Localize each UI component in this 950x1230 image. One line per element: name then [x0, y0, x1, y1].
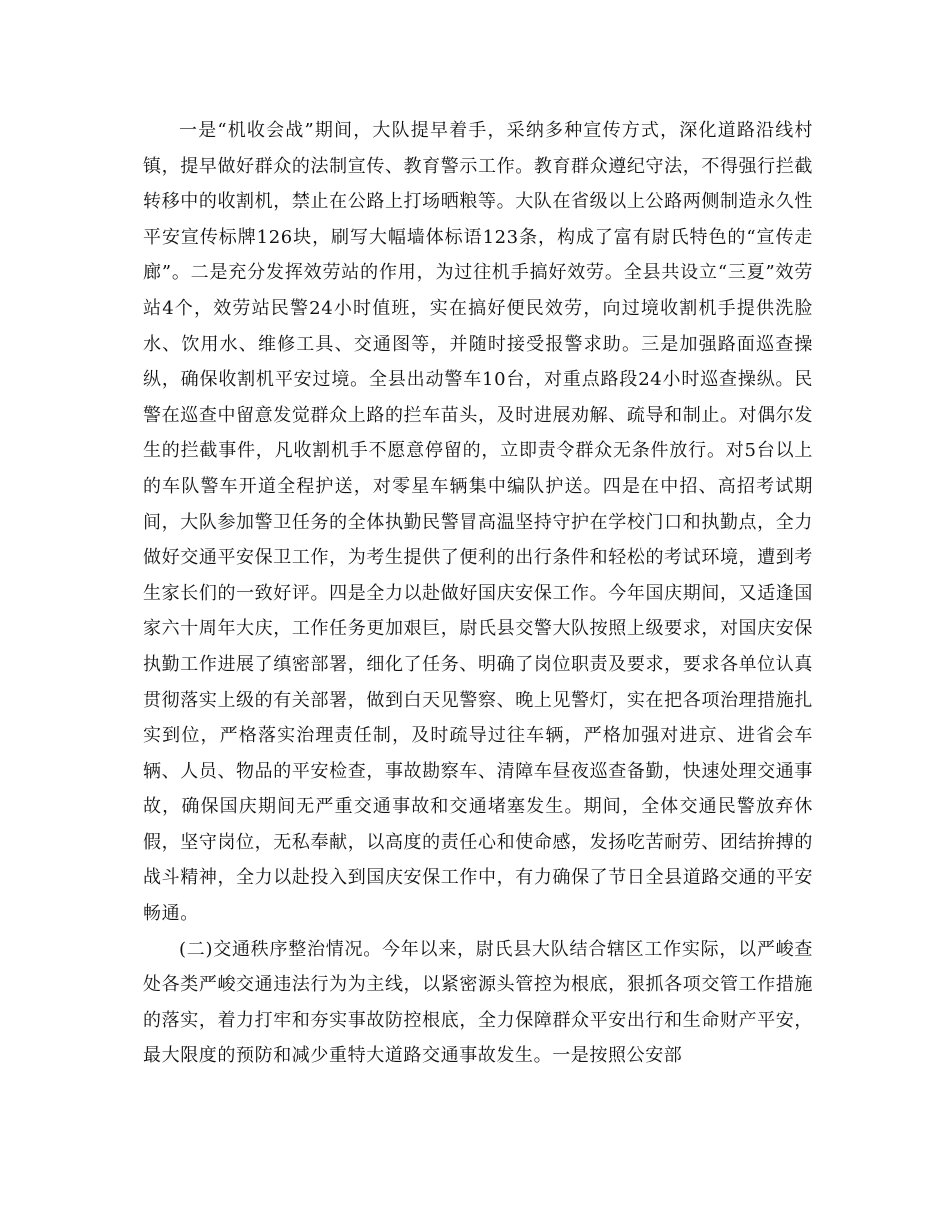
paragraph-2: (二)交通秩序整治情况。今年以来，尉氏县大队结合辖区工作实际，以严峻查处各类严峻交通违法行为为主线，以紧密源头管控为根底，狠抓各项交管工作措施的落实，着力打牢和夯实事故防控根底，全力保障群众平安出行和生命财产平安，最大限度的预防和减少重特大道路交通事故发生。一是按照公安部 — [143, 938, 813, 1067]
body-text — [143, 113, 813, 1074]
paragraph-1: 一是“机收会战”期间，大队提早着手，采纳多种宣传方式，深化道路沿线村镇，提早做好群众的法制宣传、教育警示工作。教育群众遵纪守法，不得强行拦截转移中的收割机，禁止在公路上打场晒粮等。大队在省级以上公路两侧制造永久性平安宣传标牌126块，刷写大幅墙体标语123条，构成了富有尉氏特色的“宣传走廊”。二是充分发挥效劳站的作用，为过往机手搞好效劳。全县共设立“三夏”效劳站4个，效劳站民警24小时值班，实在搞好便民效劳，向过境收割机手提供洗脸水、饮用水、维修工具、交通图等，并随时接受报警求助。三是加强路面巡查操纵，确保收割机平安过境。全县出动警车10台，对重点路段24小时巡查操纵。民警在巡查中留意发觉群众上路的拦车苗头，及时进展劝解、疏导和制止。对偶尔发生的拦截事件，凡收割机手不愿意停留的，立即责令群众无条件放行。对5台以上的车队警车开道全程护送，对零星车辆集中编队护送。四是在中招、高招考试期间，大队参加警卫任务的全体执勤民警冒高温坚持守护在学校门口和执勤点，全力做好交通平安保卫工作，为考生提供了便利的出行条件和轻松的考试环境，遭到考生家长们的一致好评。四是全力以赴做好国庆安保工作。今年国庆期间，又适逢国家六十周年大庆，工作任务更加艰巨，尉氏县交警大队按照上级要求，对国庆安保执勤工作进展了缜密部署，细化了任务、明确了岗位职责及要求，要求各单位认真贯彻落实上级的有关部署，做到白天见警察、晚上见警灯，实在把各项治理措施扎实到位，严格落实治理责任制，及时疏导过往车辆，严格加强对进京、进省会车辆、人员、物品的平安检查，事故勘察车、清障车昼夜巡查备勤，快速处理交通事故，确保国庆期间无严重交通事故和交通堵塞发生。期间，全体交通民警放弃休假，坚守岗位，无私奉献，以高度的责任心和使命感，发扬吃苦耐劳、团结拚搏的战斗精神，全力以赴投入到国庆安保工作中，有力确保了节日全县道路交通的平安畅通。 — [143, 120, 813, 925]
